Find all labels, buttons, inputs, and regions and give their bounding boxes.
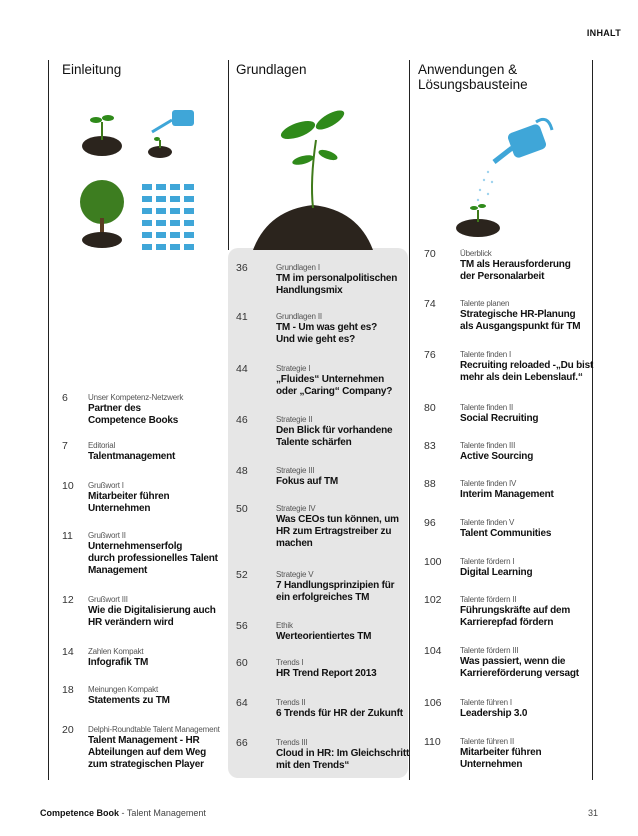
toc-entry[interactable] [62, 646, 236, 669]
entry-category: Überblick [460, 249, 492, 258]
page-number: 52 [236, 569, 248, 581]
entry-category: Delphi-Roundtable Talent Management [88, 725, 220, 734]
entry-title: Talentmanagement [88, 451, 176, 462]
page-number-footer: 31 [587, 808, 598, 818]
page-number: 66 [236, 737, 248, 749]
column-title-anwendungen: Anwendungen & Lösungsbausteine [418, 62, 528, 92]
page-number: 46 [236, 414, 248, 426]
entry-title: Talent Communities [460, 528, 552, 539]
page-number: 83 [424, 440, 436, 452]
entry-title: TM im personalpolitischen Handlungsmix [276, 273, 398, 296]
toc-entry[interactable] [236, 569, 424, 604]
page-number: 80 [424, 402, 436, 414]
page-number: 6 [62, 392, 68, 404]
entry-category: Grußwort I [88, 481, 124, 490]
entry-title: Statements zu TM [88, 695, 170, 706]
page-number: 20 [62, 724, 74, 736]
page-number: 96 [424, 517, 436, 529]
page-number: 11 [62, 530, 73, 542]
entry-category: Grundlagen I [276, 263, 320, 272]
entry-title: Was CEOs tun können, um HR zum Ertragstreiber zu machen [276, 514, 399, 549]
entry-title: Cloud in HR: Im Gleichschritt mit den Trends“ [276, 748, 410, 771]
entry-title: Partner des Competence Books [88, 403, 179, 426]
entry-title: Leadership 3.0 [460, 708, 528, 719]
footer [40, 808, 206, 818]
page-number: 14 [62, 646, 74, 658]
entry-category: Ethik [276, 621, 293, 630]
entry-category: Meinungen Kompakt [88, 685, 158, 694]
entry-category: Talente planen [460, 299, 510, 308]
entry-title: Active Sourcing [460, 451, 534, 462]
entry-category: Talente fördern I [460, 557, 515, 566]
entry-category: Talente fördern II [460, 595, 517, 604]
page-number: 10 [62, 480, 74, 492]
toc-entry[interactable] [62, 724, 236, 771]
entry-category: Strategie II [276, 415, 313, 424]
page-number: 18 [62, 684, 74, 696]
toc-entry[interactable] [236, 363, 424, 398]
toc-entry[interactable] [424, 645, 610, 680]
entry-title: Mitarbeiter führen Unternehmen [460, 747, 542, 770]
entry-title: Wie die Digitalisierung auch HR verändern wird [88, 605, 216, 628]
entry-category: Strategie I [276, 364, 311, 373]
entry-category: Strategie V [276, 570, 314, 579]
toc-entry[interactable] [236, 503, 424, 550]
entry-title: Den Blick für vorhandene Talente schärfen [276, 425, 393, 448]
toc-entry[interactable] [424, 248, 610, 283]
entry-category: Editorial [88, 441, 116, 450]
entry-category: Strategie III [276, 466, 315, 475]
toc-entry[interactable] [424, 594, 610, 629]
toc-entry[interactable] [236, 620, 424, 643]
toc-entry[interactable] [424, 349, 610, 384]
toc-entry[interactable] [424, 697, 610, 720]
page-number: 70 [424, 248, 436, 260]
page-number: 60 [236, 657, 248, 669]
page-number: 104 [424, 645, 442, 657]
column-divider [228, 60, 229, 250]
entry-category: Talente führen I [460, 698, 512, 707]
entry-category: Talente führen II [460, 737, 514, 746]
toc-entry[interactable] [424, 298, 610, 333]
entry-category: Grußwort II [88, 531, 126, 540]
page-number: 102 [424, 594, 442, 606]
entry-category: Grußwort III [88, 595, 128, 604]
entry-category: Talente finden I [460, 350, 512, 359]
entry-category: Talente finden III [460, 441, 516, 450]
entry-title: Mitarbeiter führen Unternehmen [88, 491, 170, 514]
entry-category: Trends I [276, 658, 304, 667]
page-number: 74 [424, 298, 436, 310]
page-number: 106 [424, 697, 442, 709]
watering-cans-pattern-icon [140, 180, 198, 256]
page-number: 88 [424, 478, 436, 490]
toc-entry[interactable] [236, 262, 424, 297]
page-number: 36 [236, 262, 248, 274]
entry-category: Trends III [276, 738, 308, 747]
entry-title: Werteorientiertes TM [276, 631, 372, 642]
toc-entry[interactable] [236, 465, 424, 488]
entry-title: Social Recruiting [460, 413, 539, 424]
entry-category: Grundlagen II [276, 312, 322, 321]
toc-entry[interactable] [62, 684, 236, 707]
toc-entry[interactable] [424, 736, 610, 771]
toc-entry[interactable] [62, 480, 236, 515]
entry-category: Trends II [276, 698, 306, 707]
entry-title: 7 Handlungsprinzipien für ein erfolgreiches TM [276, 580, 395, 603]
entry-category: Zahlen Kompakt [88, 647, 144, 656]
toc-entry[interactable] [236, 657, 424, 680]
entry-title: Unternehmenserfolg durch professionelles Talent Management [88, 541, 218, 576]
entry-title: Fokus auf TM [276, 476, 339, 487]
entry-title: Recruiting reloaded -„Du bist mehr als dein Lebenslauf.“ [460, 360, 594, 383]
column-title-einleitung: Einleitung [62, 62, 122, 77]
page-number: 41 [236, 311, 248, 323]
toc-entry[interactable] [236, 414, 424, 449]
entry-title: „Fluides“ Unternehmen oder „Caring“ Company? [276, 374, 393, 397]
entry-title: 6 Trends für HR der Zukunft [276, 708, 403, 719]
entry-category: Unser Kompetenz-Netzwerk [88, 393, 184, 402]
entry-category: Strategie IV [276, 504, 316, 513]
toc-entry[interactable] [424, 478, 610, 501]
page-number: 48 [236, 465, 248, 477]
page-number: 56 [236, 620, 248, 632]
page-number: 12 [62, 594, 74, 606]
entry-category: Talente finden IV [460, 479, 517, 488]
page-number: 7 [62, 440, 68, 452]
entry-title: Digital Learning [460, 567, 533, 578]
page-number: 50 [236, 503, 248, 515]
toc-entry[interactable] [62, 530, 236, 577]
column-divider [48, 60, 49, 780]
toc-entry[interactable] [424, 440, 610, 463]
toc-entry[interactable] [236, 737, 424, 772]
entry-category: Talente finden II [460, 403, 514, 412]
page-number: 110 [424, 736, 441, 748]
toc-entry[interactable] [424, 517, 610, 540]
page-number: 100 [424, 556, 442, 568]
footer-brand: Competence Book [40, 808, 120, 818]
page-number: 76 [424, 349, 436, 361]
entry-title: TM - Um was geht es? Und wie geht es? [276, 322, 378, 345]
plant-illustration [248, 100, 378, 250]
entry-title: Strategische HR-Planung als Ausgangspunkt für TM [460, 309, 581, 332]
toc-entry[interactable] [62, 594, 236, 629]
toc-entry[interactable] [424, 402, 610, 425]
column-title-grundlagen: Grundlagen [236, 62, 307, 77]
entry-title: Was passiert, wenn die Karriereförderung versagt [460, 656, 579, 679]
entry-title: Führungskräfte auf dem Karrierepfad fördern [460, 605, 571, 628]
watering-can-illustration [448, 100, 558, 240]
tree-icon [80, 180, 124, 248]
entry-category: Talente finden V [460, 518, 515, 527]
page-number: 44 [236, 363, 248, 375]
entry-title: Interim Management [460, 489, 554, 500]
toc-entry[interactable] [236, 697, 424, 720]
toc-entry[interactable] [62, 440, 236, 463]
entry-title: HR Trend Report 2013 [276, 668, 377, 679]
toc-entry[interactable] [424, 556, 610, 579]
toc-entry[interactable] [62, 392, 236, 427]
entry-title: TM als Herausforderung der Personalarbeit [460, 259, 571, 282]
entry-category: Talente fördern III [460, 646, 519, 655]
toc-entry[interactable] [236, 311, 424, 346]
growth-grid-illustration [68, 90, 202, 260]
entry-title: Infografik TM [88, 657, 149, 668]
footer-subtitle: - Talent Management [119, 808, 206, 818]
page-number: 64 [236, 697, 248, 709]
entry-title: Talent Management - HR Abteilungen auf dem Weg zum strategischen Player [88, 735, 206, 770]
section-label: INHALT [586, 28, 621, 38]
